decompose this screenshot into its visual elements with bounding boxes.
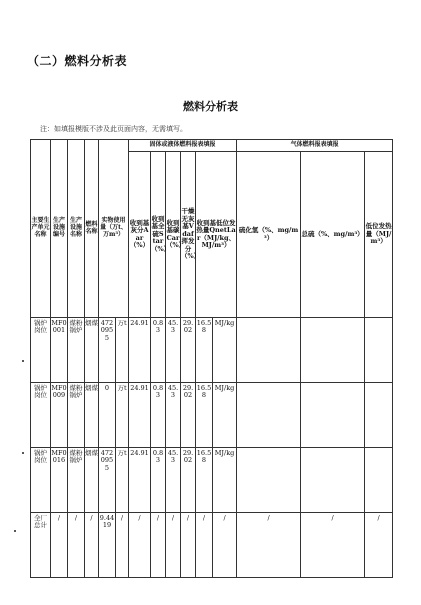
cell-qnet-unit: MJ/kg (213, 318, 237, 383)
header-volatile: 干燥无灰基Vdaf挥发分（%） (181, 152, 196, 318)
cell-usage-unit: / (116, 513, 129, 578)
cell-qnet: 16.58 (196, 318, 213, 383)
cell-qnet: / (196, 513, 213, 578)
header-facility-id: 生产设施编号 (51, 140, 68, 318)
cell-sulfur: / (151, 513, 166, 578)
table-row (31, 318, 393, 383)
cell-qnet-unit: / (213, 513, 237, 578)
header-ash: 收到基灰分Aar（%） (129, 152, 151, 318)
cell-facility-id: MF0009 (51, 383, 68, 448)
cell-fuel-name: 烟煤 (85, 448, 99, 513)
cell-ash: / (129, 513, 151, 578)
cell-total-sulfur (301, 318, 365, 383)
cell-fuel-name: / (85, 513, 99, 578)
cell-facility-name: 煤粉锅炉 (68, 383, 85, 448)
cell-volatile: 29.02 (181, 318, 196, 383)
header-qnet: 收到基低位发热量QnetLar（MJ/kg、MJ/m³） (196, 152, 237, 318)
cell-fuel-name: 烟煤 (85, 383, 99, 448)
cell-fuel-name: 烟煤 (85, 318, 99, 383)
table-row (31, 383, 393, 448)
cell-gas-heat (365, 448, 393, 513)
cell-usage-unit: 万t (116, 448, 129, 513)
header-group-gas: 气体燃料报表填报 (237, 140, 393, 152)
cell-ash: 24.91 (129, 383, 151, 448)
cell-volatile: 29.02 (181, 383, 196, 448)
cell-gas-heat (365, 318, 393, 383)
cell-usage-unit: 万t (116, 318, 129, 383)
cell-volatile: / (181, 513, 196, 578)
cell-facility-name: / (68, 513, 85, 578)
cell-total-sulfur: / (301, 513, 365, 578)
cell-unit: 锅炉岗位 (31, 383, 51, 448)
header-fuel-name: 燃料名称 (85, 140, 99, 318)
cell-unit: 锅炉岗位 (31, 448, 51, 513)
cell-gas-heat (365, 383, 393, 448)
fill-note: 注：如填报模版不涉及此页面内容，无需填写。 (40, 125, 187, 133)
fuel-analysis-table (30, 139, 393, 578)
cell-sulfur: 0.83 (151, 318, 166, 383)
cell-facility-name: 煤粉锅炉 (68, 318, 85, 383)
section-heading: （二）燃料分析表 (27, 54, 128, 68)
header-usage: 实物使用量（万t、万m³） (99, 140, 129, 318)
cell-qnet-unit: MJ/kg (213, 383, 237, 448)
cell-total-sulfur (301, 383, 365, 448)
cell-h2s: / (237, 513, 301, 578)
cell-unit: 全厂总计 (31, 513, 51, 578)
scan-dot (14, 530, 16, 532)
table-row (31, 448, 393, 513)
cell-unit: 锅炉岗位 (31, 318, 51, 383)
cell-usage-unit: 万t (116, 383, 129, 448)
cell-h2s (237, 383, 301, 448)
cell-facility-id: MF0016 (51, 448, 68, 513)
cell-usage: 4720955 (99, 448, 116, 513)
cell-usage: 0 (99, 383, 116, 448)
cell-facility-id: MF0001 (51, 318, 68, 383)
cell-qnet: 16.58 (196, 383, 213, 448)
cell-facility-name: 煤粉锅炉 (68, 448, 85, 513)
cell-qnet-unit: MJ/kg (213, 448, 237, 513)
cell-usage: 9.4419 (99, 513, 116, 578)
cell-carbon: 45.3 (166, 448, 181, 513)
cell-carbon: / (166, 513, 181, 578)
cell-usage: 4720955 (99, 318, 116, 383)
cell-qnet: 16.58 (196, 448, 213, 513)
cell-carbon: 45.3 (166, 383, 181, 448)
header-carbon: 收到基碳Car（%） (166, 152, 181, 318)
table-row-total (31, 513, 393, 578)
cell-total-sulfur (301, 448, 365, 513)
cell-facility-id: / (51, 513, 68, 578)
header-gas-heat: 低位发热量（MJ/m³） (365, 152, 393, 318)
cell-carbon: 45.3 (166, 318, 181, 383)
header-h2s: 硫化氢（%、mg/m³） (237, 152, 301, 318)
cell-ash: 24.91 (129, 448, 151, 513)
header-total-sulfur: 总硫（%、mg/m³） (301, 152, 365, 318)
header-sulfur: 收到基全硫Star（%） (151, 152, 166, 318)
scan-dot (22, 360, 24, 362)
cell-sulfur: 0.83 (151, 448, 166, 513)
cell-volatile: 29.02 (181, 448, 196, 513)
cell-gas-heat: / (365, 513, 393, 578)
header-unit: 主要生产单元名称 (31, 140, 51, 318)
scan-dot (22, 452, 24, 454)
table-title: 燃料分析表 (183, 100, 238, 113)
cell-h2s (237, 318, 301, 383)
cell-ash: 24.91 (129, 318, 151, 383)
cell-sulfur: 0.83 (151, 383, 166, 448)
header-group-solid-liquid: 固体或液体燃料报表填报 (129, 140, 237, 152)
cell-h2s (237, 448, 301, 513)
header-facility-name: 生产设施名称 (68, 140, 85, 318)
